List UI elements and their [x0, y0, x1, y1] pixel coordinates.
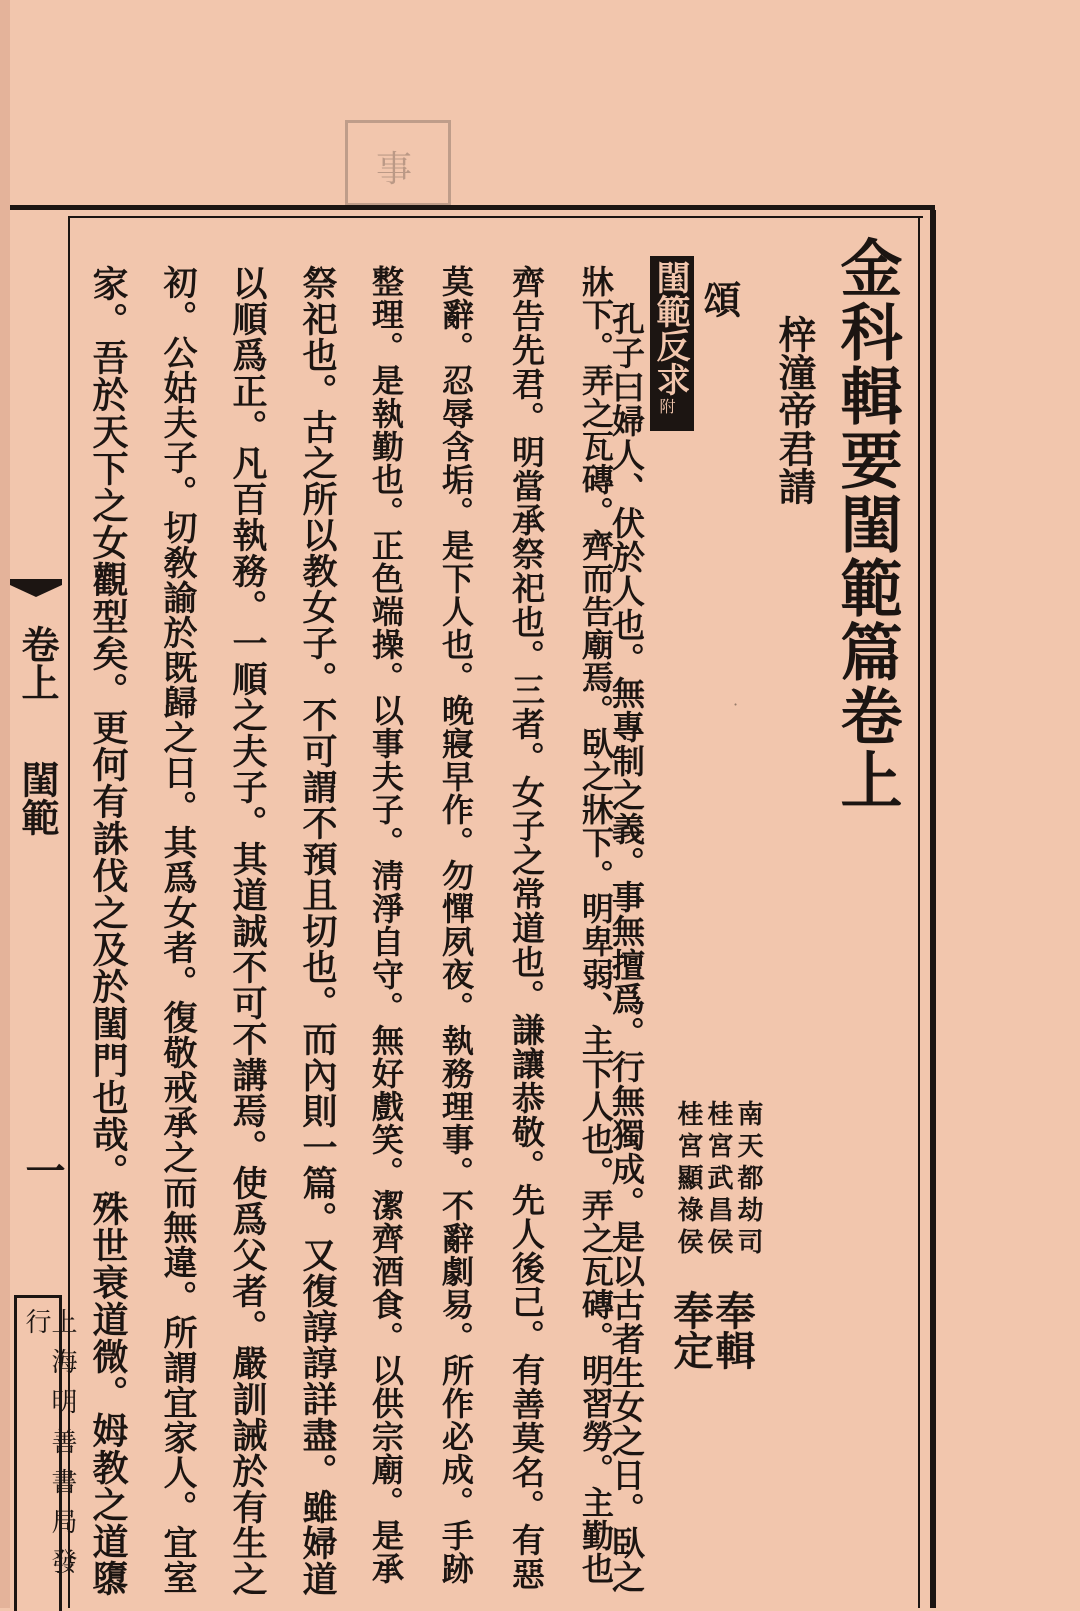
fish-tail-mark: [10, 575, 62, 605]
frame-right-rule: [930, 210, 936, 1608]
credit-fix: 奉定: [667, 1290, 714, 1370]
margin-volume: 卷上: [15, 625, 60, 701]
credit-line-3: 桂宮顯祿侯: [673, 1100, 703, 1260]
credit-edit: 奉輯: [709, 1290, 756, 1370]
frame-inner-right-rule: [918, 216, 920, 1608]
section-tag-small: 附: [657, 398, 676, 414]
ghost-seal-text: 事: [376, 149, 413, 190]
song-label: 頌: [697, 280, 742, 318]
credit-line-2: 桂宮武昌侯: [703, 1100, 733, 1260]
body-column-5: 整理。是執勤也。正色端操。以事夫子。淸淨自守。無好戲笑。潔齊酒食。以供宗廟。是承: [367, 265, 405, 1585]
margin-section: 閨範: [15, 760, 60, 836]
credit-line-1: 南天都劫司: [733, 1100, 763, 1260]
section-tag: [650, 256, 694, 431]
author-line: 梓潼帝君請: [772, 315, 817, 505]
section-tag-main: 閨範反求: [650, 260, 690, 396]
body-column-6: 祭祀也。古之所以教女子。不可謂不預且切也。而內則一篇。又復諄諄詳盡。雖婦道: [297, 265, 338, 1597]
body-column-2: 牀下。弄之瓦磚。齊而告廟焉。臥之牀下。明卑弱、主下人也。弄之瓦磚。明習勞。主勤也: [577, 265, 615, 1585]
body-column-3: 齊告先君。明當承祭祀也。三者。女子之常道也。謙讓恭敬。先人後己。有善莫名。有惡: [507, 265, 546, 1591]
ink-speck: ·: [733, 695, 739, 714]
body-column-1: 孔子曰婦人、伏於人也。無專制之義。事無擅爲。行無獨成。是以古者生女之日。臥之: [607, 302, 646, 1594]
publisher-text: 上海明善書局發行: [21, 1308, 77, 1588]
frame-top-rule: [10, 205, 935, 210]
body-column-7: 以順爲正。凡百執務。一順之夫子。其道誠不可不講焉。使爲父者。嚴訓誡於有生之: [227, 265, 268, 1597]
body-column-last: 家。吾於天下之女觀型矣。更何有誅伐之及於閨門也哉。殊世衰道微。姆教之道隳: [87, 265, 129, 1597]
margin-page-number: 一: [19, 1150, 66, 1190]
body-column-4: 莫辭。忍辱含垢。是下人也。晚寢早作。勿憚夙夜。執務理事。不辭劇易。所作必成。手跡: [437, 265, 475, 1585]
ghost-seal-impression: [345, 120, 451, 206]
body-column-8: 初。公姑夫子。切敎諭於既歸之日。其爲女者。復敬戒承之而無違。所謂宜家人。宜室: [157, 265, 197, 1595]
page-title: 金科輯要閨範篇卷上: [830, 236, 903, 812]
publisher-box: [14, 1295, 77, 1611]
paper-edge: [0, 0, 10, 1608]
frame-inner-top-rule: [68, 216, 923, 218]
